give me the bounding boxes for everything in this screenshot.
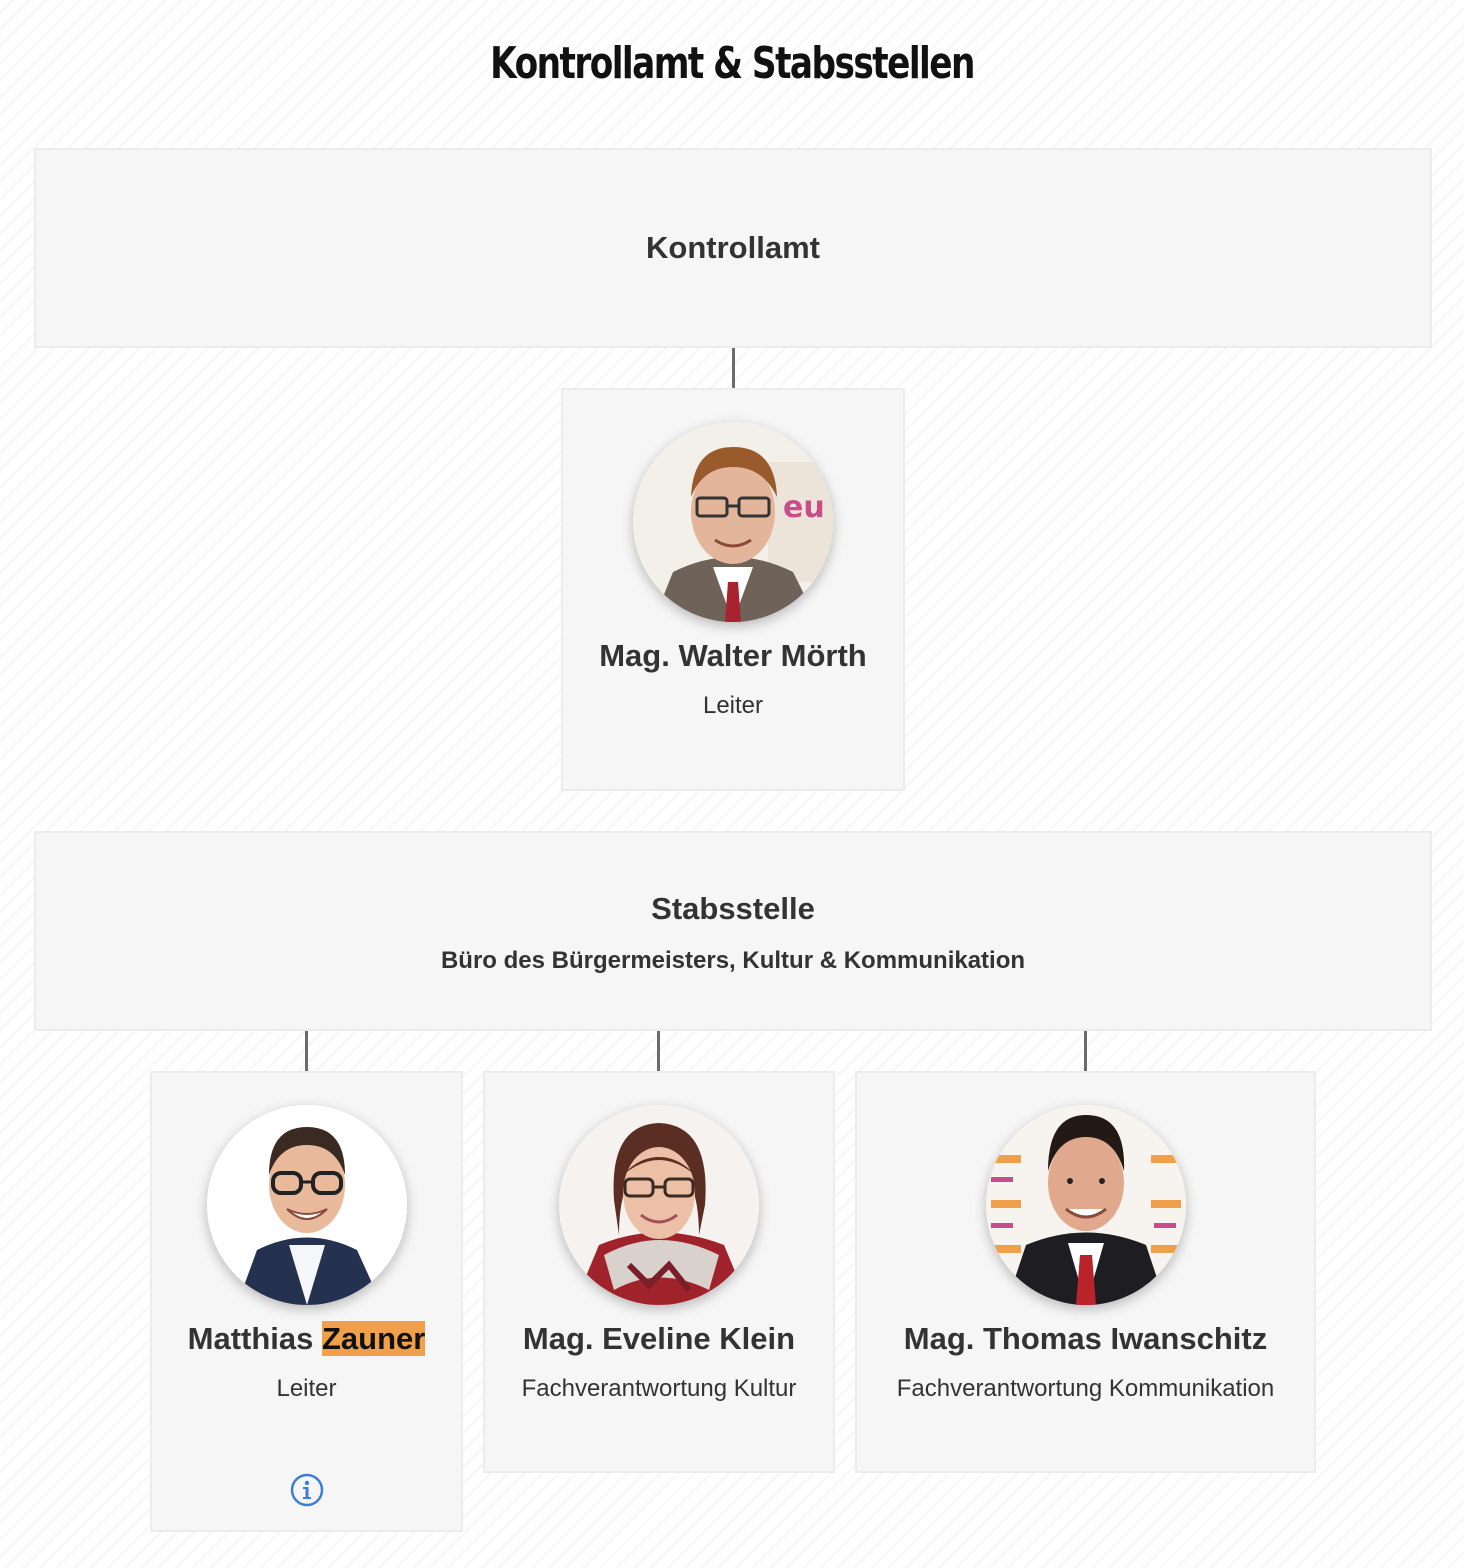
portrait-photo-icon <box>207 1105 407 1305</box>
org-connector <box>732 348 735 388</box>
avatar <box>633 422 833 622</box>
org-connector <box>1084 1031 1087 1071</box>
department-title: Stabsstelle <box>651 891 815 926</box>
person-name: Mag. Eveline Klein <box>522 1321 796 1356</box>
info-icon[interactable] <box>290 1473 324 1507</box>
person-card-eveline-klein <box>483 1071 835 1473</box>
person-role: Fachverantwortung Kommunikation <box>896 1375 1275 1402</box>
department-subtitle: Büro des Bürgermeisters, Kultur & Kommunikation <box>440 947 1026 974</box>
department-stabsstelle <box>34 831 1432 1031</box>
avatar <box>986 1105 1186 1305</box>
avatar <box>559 1105 759 1305</box>
portrait-photo-icon <box>633 422 833 622</box>
department-kontrollamt <box>34 148 1432 348</box>
portrait-photo-icon <box>986 1105 1186 1305</box>
svg-text:eu: eu <box>783 490 825 525</box>
search-highlight: Zauner <box>322 1321 426 1356</box>
person-name: Mag. Thomas Iwanschitz <box>903 1321 1268 1356</box>
person-role: Fachverantwortung Kultur <box>521 1375 797 1402</box>
person-name: Mag. Walter Mörth <box>599 638 867 673</box>
person-role: Leiter <box>702 692 764 719</box>
person-card-walter-moerth <box>561 388 905 791</box>
person-role: Leiter <box>276 1375 337 1402</box>
person-first-name: Matthias <box>187 1321 314 1356</box>
org-connector <box>657 1031 660 1071</box>
avatar <box>207 1105 407 1305</box>
person-card-matthias-zauner <box>150 1071 463 1532</box>
portrait-photo-icon <box>559 1105 759 1305</box>
person-name <box>152 1321 461 1357</box>
department-title: Kontrollamt <box>646 230 820 265</box>
person-card-thomas-iwanschitz <box>855 1071 1316 1473</box>
page-title: Kontrollamt & Stabsstellen <box>490 38 974 89</box>
org-connector <box>305 1031 308 1071</box>
